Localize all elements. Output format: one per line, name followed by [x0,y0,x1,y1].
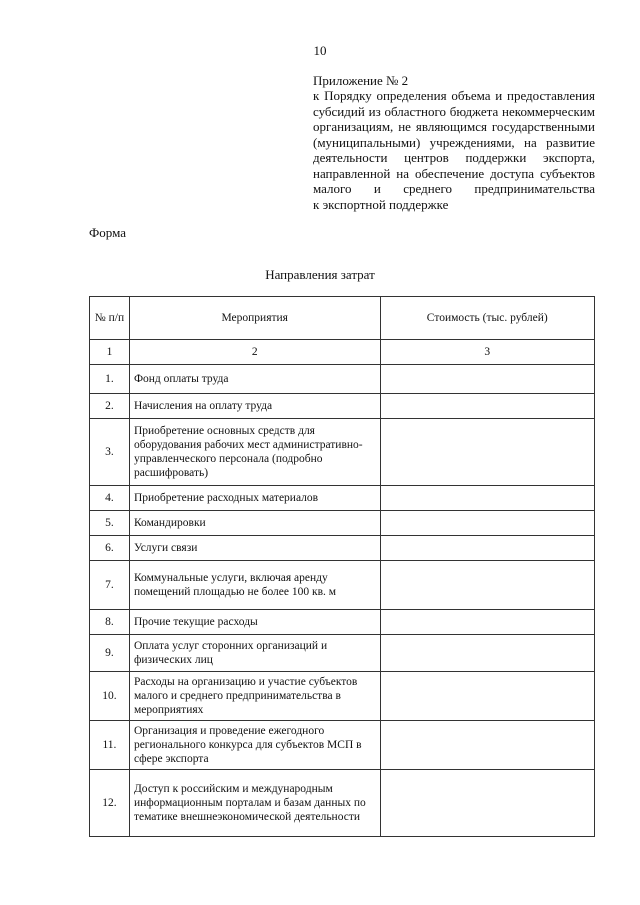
row-activity: Командировки [129,511,380,536]
appendix-body [313,88,595,212]
appendix-line: (муниципальными) учреждениями, на развитие [313,134,595,150]
cost-table [89,296,595,837]
row-number: 9. [90,635,130,672]
row-number: 8. [90,610,130,635]
row-number: 10. [90,672,130,721]
header-cost: Стоимость (тыс. рублей) [380,297,595,340]
row-number: 7. [90,561,130,610]
appendix-line: к Порядку определения объема и предоставления [313,88,595,103]
row-activity: Фонд оплаты труда [129,365,380,394]
table-row [90,394,595,419]
table-row [90,561,595,610]
column-number: 1 [90,340,130,365]
row-cost-cell[interactable] [380,610,595,635]
table-row [90,486,595,511]
row-cost-cell[interactable] [380,419,595,486]
appendix-line: субсидий из областного бюджета некоммерческим [313,103,595,119]
appendix-line: к экспортной поддержке [313,196,449,212]
row-activity: Организация и проведение ежегодного регионального конкурса для субъектов МСП в сфере экспорта [129,721,380,770]
table-header-row [90,297,595,340]
table-row [90,672,595,721]
table-row [90,721,595,770]
appendix-line: малого и среднего предпринимательства [313,181,595,196]
row-number: 5. [90,511,130,536]
table-row [90,635,595,672]
row-number: 12. [90,770,130,837]
appendix-line: организациям, не являющимся государственными [313,119,595,134]
row-cost-cell[interactable] [380,672,595,721]
table-row [90,511,595,536]
row-number: 2. [90,394,130,419]
row-cost-cell[interactable] [380,770,595,837]
row-cost-cell[interactable] [380,721,595,770]
column-number: 3 [380,340,595,365]
row-number: 1. [90,365,130,394]
row-number: 3. [90,419,130,486]
row-cost-cell[interactable] [380,635,595,672]
table-title: Направления затрат [265,267,375,282]
page-number: 10 [313,43,327,58]
appendix-line: направленной на обеспечение доступа субъектов [313,165,595,181]
header-num: № п/п [90,297,130,340]
row-activity: Приобретение расходных материалов [129,486,380,511]
table-row [90,536,595,561]
form-label: Форма [89,225,126,240]
row-cost-cell[interactable] [380,536,595,561]
row-number: 6. [90,536,130,561]
table-row [90,770,595,837]
row-cost-cell[interactable] [380,365,595,394]
row-activity: Прочие текущие расходы [129,610,380,635]
table-row [90,365,595,394]
appendix-line: деятельности центров поддержки экспорта, [313,150,595,165]
row-activity: Коммунальные услуги, включая аренду помещений площадью не более 100 кв. м [129,561,380,610]
row-cost-cell[interactable] [380,394,595,419]
row-activity: Доступ к российским и международным информационным порталам и базам данных по тематике внешнеэкономической деятельности [129,770,380,837]
column-number-row [90,340,595,365]
row-cost-cell[interactable] [380,511,595,536]
row-activity: Начисления на оплату труда [129,394,380,419]
column-number: 2 [129,340,380,365]
row-cost-cell[interactable] [380,561,595,610]
row-number: 11. [90,721,130,770]
row-cost-cell[interactable] [380,486,595,511]
row-activity: Приобретение основных средств для оборудования рабочих мест административно-управленческого персонала (подробно расшифровать) [129,419,380,486]
header-activity: Мероприятия [129,297,380,340]
row-activity: Оплата услуг сторонних организаций и физических лиц [129,635,380,672]
row-number: 4. [90,486,130,511]
appendix-title: Приложение № 2 [313,73,409,88]
table-row [90,419,595,486]
row-activity: Услуги связи [129,536,380,561]
row-activity: Расходы на организацию и участие субъектов малого и среднего предпринимательства в мероприятиях [129,672,380,721]
table-row [90,610,595,635]
